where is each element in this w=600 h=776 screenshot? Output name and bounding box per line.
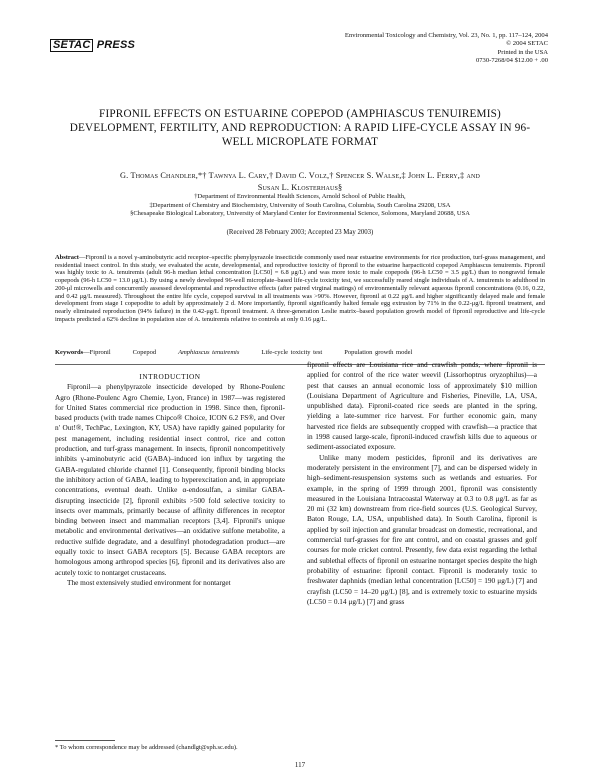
affiliations [40, 193, 560, 219]
keywords-label: Keywords [55, 349, 84, 356]
keyword-3: Amphiascus tenuiremis [178, 349, 240, 356]
affiliation-3: §Chesapeake Biological Laboratory, University of Maryland Center for Environmental Science, Solomons, Maryland 20688, USA [130, 210, 470, 218]
journal-line-2: © 2004 SETAC [506, 40, 548, 48]
keyword-5: Population growth model [344, 349, 413, 356]
journal-citation [345, 32, 548, 66]
right-column [307, 360, 537, 607]
abstract-text: —Fipronil is a novel γ-aminobutyric acid receptor–specific phenylpyrazole insecticide commonly used near estuarine environments for rice production, turf-grass management, and residential insect control. In this study, we evaluated the acute, developmental, and reproductive toxicity of fipronil to the estuarine harpacticoid copepod Amphiascus tenuiremis. Fipronil was highly toxic to A. tenuiremis (adult 96-h median lethal concentration [LC50] = 6.8 μg/L) and was more toxic to male copepods (96-h LC50 = 3.5 μg/L) than to nongravid female copepods (96-h LC50 = 13.0 μg/L). By using a newly developed 96-well microplate–based life-cycle toxicity test, we successfully reared single individuals of A. tenuiremis to adulthood in 200-μl microwells and concurrently assessed developmental and reproductive effects (after paired virginal matings) of environmentally relevant aqueous fipronil concentrations (0.16, 0.22, and 0.42 μg/L measured). Throughout the entire life cycle, copepod survival in all treatments was >90%. However, fipronil at 0.22 μg/L and higher significantly delayed male and female development from stage I copepodite to adult by approximately 2 d. More importantly, fipronil significantly halted female egg extrusion by 71% in the 0.22-μg/L fipronil treatment, and nearly eliminated reproduction (94% failure) in the 0.42-μg/L fipronil treatment. A three-generation Leslie matrix–based population growth model of fipronil reproductive and life-cycle impacts predicted a 62% decline in population size of A. tenuiremis relative to controls at only 0.16 μg/L. [55, 254, 545, 323]
right-paragraph-1: fipronil effects are Louisiana rice and crawfish ponds, where fipronil is applied for control of the rice water weevil (Lissorhoptrus oryzophilus)—a pest that causes an annual economic loss of approximately $10 million (Louisiana Department of Agriculture and Fisheries, Pineville, LA, USA, unpublished data). Fipronil-coated rice seeds are planted in the spring, yielding a late-summer rice harvest. For further economic gain, many harvested rice fields are subsequently cropped with crawfish—a practice that in 1998 caused large-scale, fipronil-induced crawfish kills due to aqueous or sediment-associated exposure. [307, 360, 537, 452]
journal-line-4: 0730-7268/04 $12.00 + .00 [475, 57, 548, 65]
keyword-1: —Fipronil [83, 349, 111, 356]
author-line-1: G. Thomas Chandler,*† Tawnya L. Cary,† David C. Volz,† Spencer S. Walse,‡ John L. Ferry,‡ and [120, 171, 480, 180]
keyword-4: Life-cycle toxicity test [261, 349, 323, 356]
intro-paragraph-2: The most extensively studied environment for nontarget [67, 577, 231, 587]
left-column [55, 372, 285, 588]
author-list [55, 170, 545, 194]
footnote-rule [55, 740, 115, 741]
introduction-heading: INTRODUCTION [139, 372, 201, 381]
correspondence-footnote: * To whom correspondence may be addressed (chandlgt@sph.sc.edu). [55, 744, 238, 751]
author-line-2: Susan L. Klosterhaus§ [257, 183, 343, 192]
affiliation-1: †Department of Environmental Health Sciences, Arnold School of Public Health, [194, 193, 406, 200]
setac-press-logo: SETAC PRESS [50, 39, 135, 52]
article-title: FIPRONIL EFFECTS ON ESTUARINE COPEPOD (AMPHIASCUS TENUIREMIS) DEVELOPMENT, FERTILITY, AND REPRODUCTION: A RAPID LIFE-CYCLE ASSAY IN 96-WELL MICROPLATE FORMAT [69, 108, 531, 148]
affiliation-2: ‡Department of Chemistry and Biochemistry, University of South Carolina, Columbia, South Carolina 29208, USA [149, 201, 451, 209]
page-number: 117 [294, 761, 306, 769]
abstract-label: Abstract [55, 254, 79, 261]
keywords [55, 348, 545, 357]
right-paragraph-2: Unlike many modern pesticides, fipronil and its derivatives are moderately persistent in the environment [7], and can be dispersed widely in high–sediment-resuspension systems such as wetlands and estuaries. For example, in the spring of 1999 through 2001, fipronil was consistently measured in the Louisiana Intracoastal Waterway at 0.3 to 0.8 μg/L as far as 20 mi (32 km) downstream from rice-field sources (U.S. Geological Survey, Baton Rouge, LA, USA, unpublished data). In South Carolina, fipronil is applied by soil injection and granular broadcast on domestic, recreational, and commercial turf-grasses for fire ant control, and on coastal grasses and golf courses for mole cricket control. Presently, few data exist regarding the lethal and sublethal effects of fipronil on estuarine nontarget species despite the high probability of estuarine: fipronil contact. Fipronil is moderately toxic to freshwater daphnids (median lethal concentration [LC50] = 190 μg/L) [7] and crayfish (LC50 = 14–20 μg/L) [8], and is extremely toxic to estuarine mysids (LC50 = 0.14 μg/L) [7] and grass [307, 452, 537, 606]
keyword-2: Copepod [132, 349, 157, 356]
journal-line-1: Environmental Toxicology and Chemistry, Vol. 23, No. 1, pp. 117–124, 2004 [344, 32, 548, 39]
received-dates: (Received 28 February 2003; Accepted 23 May 2003) [226, 229, 374, 236]
journal-line-3: Printed in the USA [497, 48, 548, 56]
abstract [55, 254, 545, 323]
intro-paragraph-1: Fipronil—a phenylpyrazole insecticide developed by Rhone-Poulenc Agro (Rhone-Poulenc Agro Chemie, Lyon, France) in 1987—was registered for United States commercial rice production in 1998. Since then, fipronil-based products (with trade names Chipco® Choice, ICON 6.2 FS®, and Over n' Out!®, TechPac, Lexington, KY, USA) have rapidly gained popularity for pest management, including residential insect control, rice and cotton production, and turf-grass management. In insects, fipronil noncompetitively inhibits γ-aminobutyric acid (GABA)–induced ion influx by targeting the GABA-regulated chloride channel [1]. Consequently, fipronil binding blocks the inhibitory action of GABA, leading to hyperexcitation and, in appropriate concentrations, eventual death. Unlike α-endosulfan, a similar GABA-disrupting insecticide [2], fipronil exhibits >500 fold selective toxicity to insects over mammals, primarily because of affinity differences in receptor binding between insect and mammalian receptors [3,4]. Fipronil's unique metabolic and environmental derivatives—an oxidative sulfone metabolite, a reductive sulfide degradate, and a desulfinyl photodegradation product—are equally toxic to insect GABA receptors [5]. Because GABA receptors are homologous among arthropod species [6], fipronil and its derivatives also are acutely toxic to nontarget crustaceans. [55, 382, 285, 577]
